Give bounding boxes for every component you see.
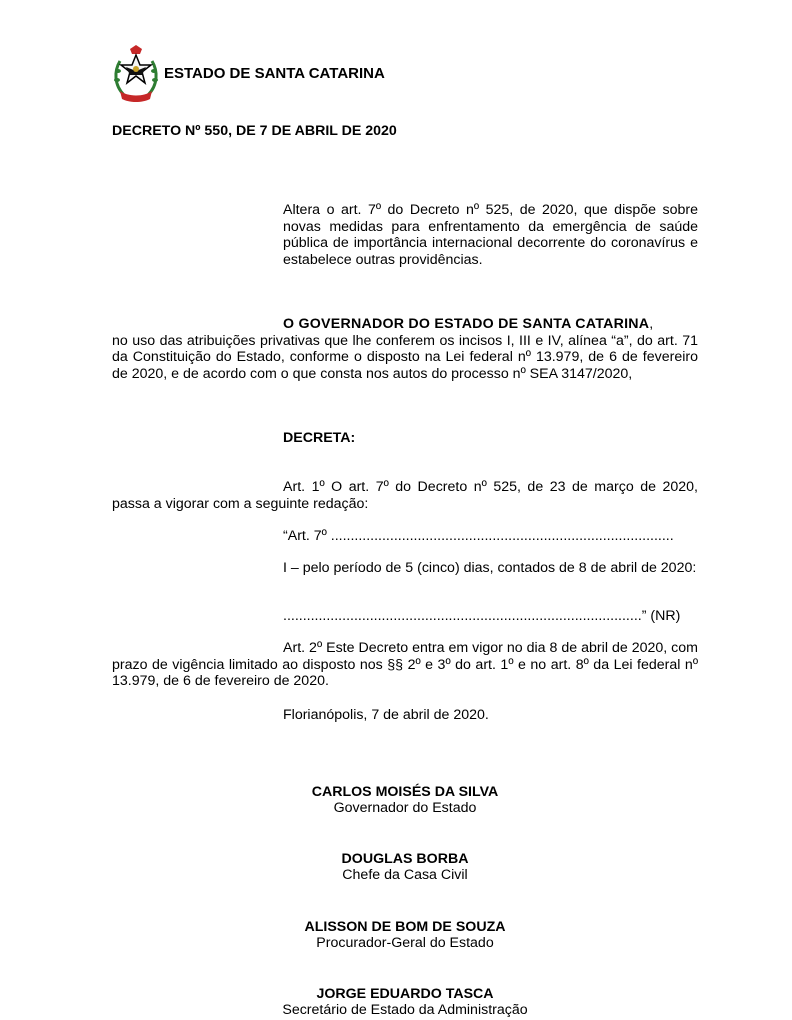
inciso-i: I – pelo período de 5 (cinco) dias, contados de 8 de abril de 2020: — [283, 560, 697, 576]
signatory-role: Governador do Estado — [333, 800, 477, 816]
preamble — [112, 316, 698, 382]
state-coat-of-arms — [112, 45, 160, 103]
state-name-heading: ESTADO DE SANTA CATARINA — [164, 65, 385, 82]
place-and-date: Florianópolis, 7 de abril de 2020. — [283, 707, 489, 723]
decreta-heading: DECRETA: — [283, 430, 356, 446]
decree-title: DECRETO Nº 550, DE 7 DE ABRIL DE 2020 — [112, 123, 397, 139]
signatory-role: Secretário de Estado da Administração — [282, 1002, 528, 1018]
signatory-name: DOUGLAS BORBA — [341, 851, 469, 867]
signature-block — [205, 986, 605, 1018]
quoted-article-closing: ...........................................................................................” (NR) — [283, 608, 681, 624]
signature-block — [205, 784, 605, 816]
signatory-name: JORGE EDUARDO TASCA — [316, 986, 494, 1002]
quoted-article-opening: “Art. 7º ....................................................................................... — [283, 528, 674, 544]
signature-block — [205, 919, 605, 951]
article-2: Art. 2º Este Decreto entra em vigor no dia 8 de abril de 2020, com prazo de vigência limitado ao disposto nos §§ 2º e 3º do art. 1º e no art. 8º da Lei federal nº 13.979, de 6 de fevereiro de 2020. — [112, 640, 698, 689]
article-1: Art. 1º O art. 7º do Decreto nº 525, de 23 de março de 2020, passa a vigorar com a seguinte redação: — [112, 479, 698, 512]
signatory-name: ALISSON DE BOM DE SOUZA — [304, 919, 506, 935]
signature-block — [205, 851, 605, 883]
preamble-text: no uso das atribuições privativas que lhe conferem os incisos I, III e IV, alínea “a”, do art. 71 da Constituição do Estado, conforme o disposto na Lei federal nº 13.979, de 6 de fevereiro de 2020, e de acordo com o que consta nos autos do processo nº SEA 3147/2020, — [112, 332, 698, 382]
signatory-role: Procurador-Geral do Estado — [316, 935, 494, 951]
signatory-role: Chefe da Casa Civil — [342, 867, 468, 883]
preamble-first-tail: , — [649, 316, 654, 332]
signatory-name: CARLOS MOISÉS DA SILVA — [311, 784, 499, 800]
decree-summary: Altera o art. 7º do Decreto nº 525, de 2020, que dispõe sobre novas medidas para enfrentamento da emergência de saúde pública de importância internacional decorrente do coronavírus e estabelece outras providências. — [283, 202, 698, 268]
preamble-authority: O GOVERNADOR DO ESTADO DE SANTA CATARINA — [283, 316, 650, 332]
